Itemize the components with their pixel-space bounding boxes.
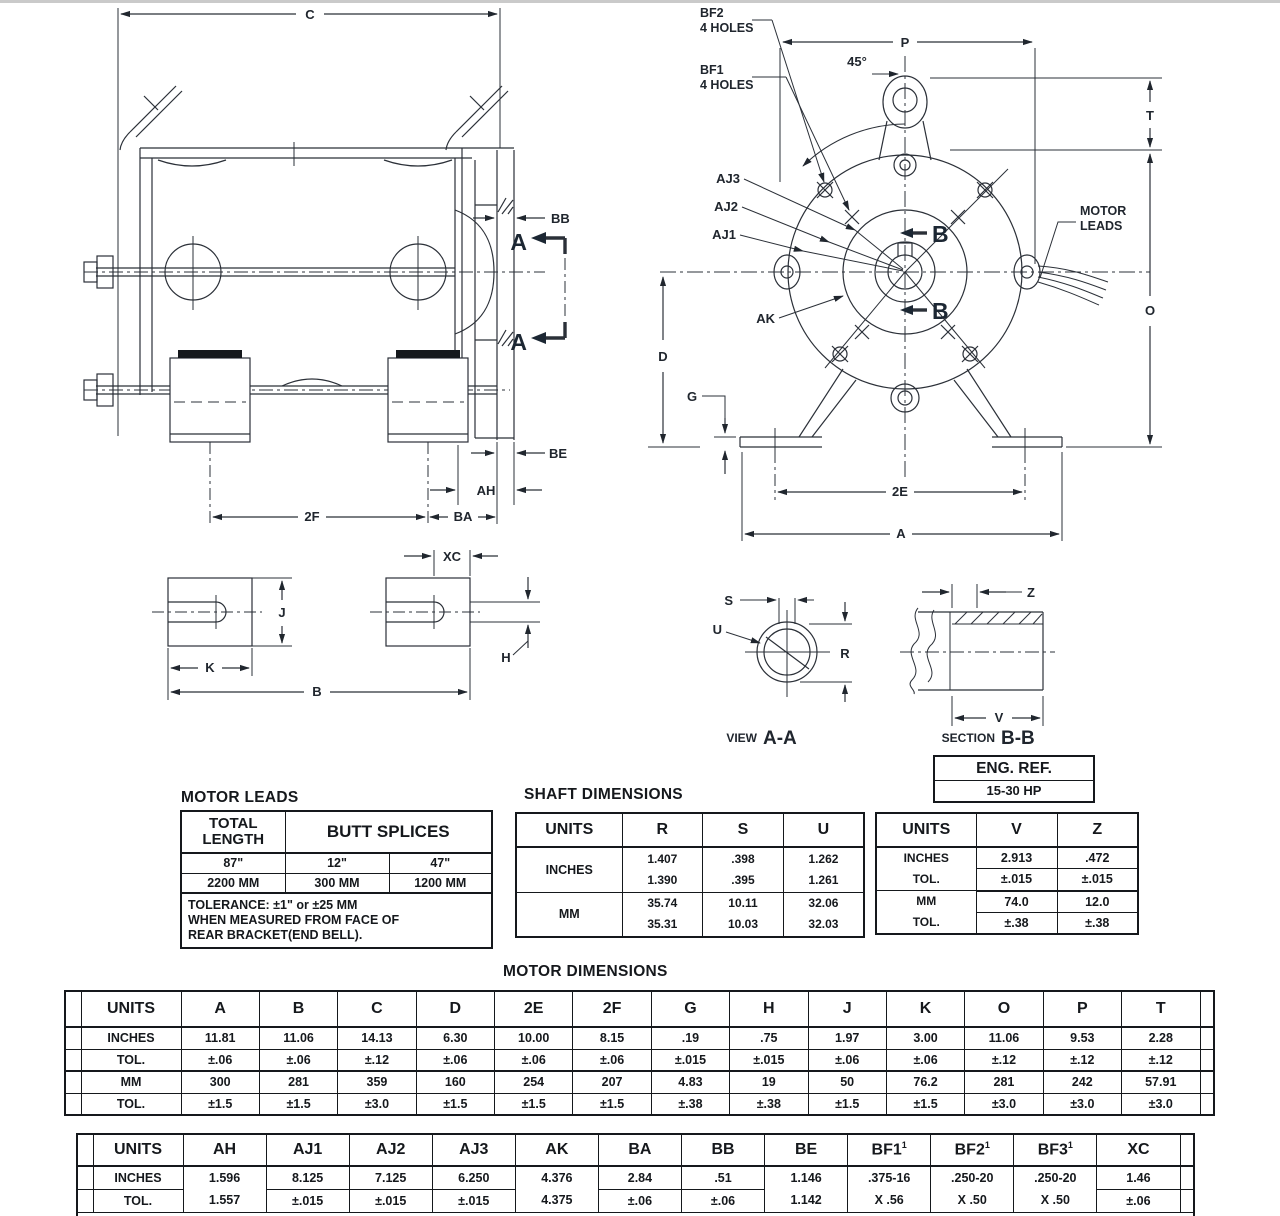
gutter-cell: [1200, 991, 1214, 1027]
value-cell: 1.146 1.142: [765, 1166, 848, 1212]
dim-label-a: A: [896, 526, 906, 541]
value-cell: .250-20 X .50: [1014, 1166, 1097, 1212]
col-header: C: [338, 991, 416, 1027]
motor-dimensions-table: [64, 990, 1215, 1116]
dim-label-c: C: [305, 7, 315, 22]
motor-leads-label-line2: LEADS: [1080, 219, 1123, 233]
value-cell: ±.015: [651, 1049, 729, 1071]
value-cell: ±.015: [266, 1189, 349, 1212]
col-header: AK: [515, 1134, 598, 1166]
value-cell: ±1.5: [573, 1093, 651, 1115]
col-header: P: [1043, 991, 1121, 1027]
col-header: UNITS: [93, 1134, 183, 1166]
value-cell: 2200 MM: [181, 873, 285, 893]
value-cell: ±.12: [338, 1049, 416, 1071]
value-cell: ±1.5: [416, 1093, 494, 1115]
angle-45-label: 45°: [847, 54, 867, 69]
value-cell: 11.06: [965, 1027, 1043, 1049]
dim-label-2f: 2F: [304, 509, 320, 524]
shaft-dimensions-table: [515, 812, 865, 938]
col-header: UNITS: [81, 991, 181, 1027]
gutter-cell: [65, 1071, 81, 1093]
value-cell: 300: [181, 1071, 259, 1093]
row-label: INCHES: [516, 847, 622, 892]
mounting-dimensions-table: [76, 1133, 1195, 1216]
col-header: J: [808, 991, 886, 1027]
dim-label-ba: BA: [453, 509, 473, 524]
value-cell: ±.015: [1057, 869, 1138, 891]
value-cell: 1.46: [1097, 1166, 1180, 1189]
value-cell: ±.015: [976, 869, 1057, 891]
value-cell: 1.262 1.261: [783, 847, 864, 892]
row-label: MM: [81, 1071, 181, 1093]
dim-label-k: K: [205, 660, 215, 675]
col-header: H: [730, 991, 808, 1027]
row-label: INCHES: [81, 1027, 181, 1049]
value-cell: ±.06: [808, 1049, 886, 1071]
col-header: O: [965, 991, 1043, 1027]
dim-label-ak: AK: [756, 311, 775, 326]
gutter-cell: [65, 1093, 81, 1115]
dim-label-be: BE: [549, 446, 568, 461]
value-cell: 8.15: [573, 1027, 651, 1049]
value-cell: ±.38: [976, 912, 1057, 934]
row-label: INCHES: [93, 1166, 183, 1189]
value-cell: ±.06: [181, 1049, 259, 1071]
value-cell: 11.81: [181, 1027, 259, 1049]
value-cell: ±1.5: [808, 1093, 886, 1115]
dim-label-d: D: [658, 349, 668, 364]
col-header: D: [416, 991, 494, 1027]
motor-leads-label-line1: MOTOR: [1080, 204, 1127, 218]
gutter-cell: [1200, 1071, 1214, 1093]
dim-label-t: T: [1146, 108, 1154, 123]
value-cell: 2.28: [1122, 1027, 1201, 1049]
motor-leads-table: [180, 810, 493, 949]
value-cell: 3.00: [886, 1027, 964, 1049]
dim-label-o: O: [1144, 303, 1156, 318]
col-header: S: [703, 813, 784, 847]
row-label: INCHES TOL.: [876, 847, 976, 891]
dim-label-xc: XC: [442, 549, 462, 564]
motor-leads-title: MOTOR LEADS: [181, 789, 299, 806]
footnote-marker: 1: [901, 1140, 907, 1151]
value-cell: 10.00: [495, 1027, 573, 1049]
value-cell: 4.83: [651, 1071, 729, 1093]
value-cell: .51: [681, 1166, 764, 1189]
value-cell: ±.06: [681, 1189, 764, 1212]
col-header: 2F: [573, 991, 651, 1027]
value-cell: ±.12: [1043, 1049, 1121, 1071]
col-header: AH: [183, 1134, 266, 1166]
value-cell: 6.250: [432, 1166, 515, 1189]
gutter-cell: [77, 1134, 93, 1166]
col-header: BE: [765, 1134, 848, 1166]
gutter-cell: [65, 991, 81, 1027]
value-cell: 10.11 10.03: [703, 892, 784, 937]
row-label: TOL.: [81, 1049, 181, 1071]
dim-label-bb: BB: [551, 211, 570, 226]
value-cell: 359: [338, 1071, 416, 1093]
value-cell: 12": [285, 853, 389, 873]
value-cell: .75: [730, 1027, 808, 1049]
value-cell: .398 .395: [703, 847, 784, 892]
gutter-cell: [1180, 1166, 1194, 1189]
value-cell: 1.97: [808, 1027, 886, 1049]
view-a-a: [713, 593, 852, 749]
dim-label-p: P: [900, 35, 910, 50]
col-header: G: [651, 991, 729, 1027]
dim-label-aj3: AJ3: [716, 171, 740, 186]
value-cell: .375-16 X .56: [848, 1166, 931, 1212]
value-cell: 300 MM: [285, 873, 389, 893]
col-header: U: [783, 813, 864, 847]
gutter-cell: [1200, 1093, 1214, 1115]
gutter-cell: [1200, 1027, 1214, 1049]
value-cell: 12.0: [1057, 891, 1138, 913]
dim-label-aj2: AJ2: [714, 199, 738, 214]
col-header: UNITS: [516, 813, 622, 847]
section-b-bottom-label: B: [932, 298, 949, 324]
dim-label-2e: 2E: [892, 484, 908, 499]
value-cell: ±.38: [1057, 912, 1138, 934]
shaft-dimensions-title: SHAFT DIMENSIONS: [524, 786, 683, 803]
value-cell: 32.06 32.03: [783, 892, 864, 937]
motor-dimensions-title: MOTOR DIMENSIONS: [503, 963, 668, 980]
row-label: MM TOL.: [876, 891, 976, 935]
value-cell: .472: [1057, 847, 1138, 869]
footnote-marker: 1: [984, 1140, 990, 1151]
col-header: AJ3: [432, 1134, 515, 1166]
value-cell: ±.38: [730, 1093, 808, 1115]
value-cell: ±.015: [730, 1049, 808, 1071]
value-cell: 7.125: [349, 1166, 432, 1189]
value-cell: ±1.5: [181, 1093, 259, 1115]
col-header: BA: [598, 1134, 681, 1166]
value-cell: 9.53: [1043, 1027, 1121, 1049]
value-cell: ±.12: [1122, 1049, 1201, 1071]
value-cell: 2.913: [976, 847, 1057, 869]
value-cell: ±.06: [1097, 1189, 1180, 1212]
gutter-cell: [1200, 1049, 1214, 1071]
value-cell: .250-20 X .50: [931, 1166, 1014, 1212]
value-cell: ±1.5: [259, 1093, 337, 1115]
dim-label-b: B: [312, 684, 322, 699]
value-cell: ±.015: [349, 1189, 432, 1212]
value-cell: ±3.0: [1122, 1093, 1201, 1115]
value-cell: ±.06: [573, 1049, 651, 1071]
eng-ref-title: ENG. REF.: [935, 757, 1093, 781]
value-cell: ±.015: [432, 1189, 515, 1212]
gutter-cell: [1180, 1134, 1194, 1166]
value-cell: ±.12: [965, 1049, 1043, 1071]
value-cell: 242: [1043, 1071, 1121, 1093]
col-header: B: [259, 991, 337, 1027]
value-cell: 14.13: [338, 1027, 416, 1049]
value-cell: 11.06: [259, 1027, 337, 1049]
value-cell: 2.84: [598, 1166, 681, 1189]
row-label: MM: [516, 892, 622, 937]
vz-dimensions-table: [875, 812, 1139, 935]
gutter-cell: [77, 1166, 93, 1189]
front-view: [648, 6, 1162, 541]
col-header: T: [1122, 991, 1201, 1027]
section-a-top-label: A: [510, 229, 527, 255]
value-cell: 57.91: [1122, 1071, 1201, 1093]
col-header: TOTAL LENGTH: [181, 811, 285, 853]
value-cell: 160: [416, 1071, 494, 1093]
value-cell: 207: [573, 1071, 651, 1093]
value-cell: 8.125: [266, 1166, 349, 1189]
value-cell: 76.2: [886, 1071, 964, 1093]
value-cell: ±1.5: [495, 1093, 573, 1115]
dim-label-v: V: [994, 710, 1004, 725]
value-cell: 6.30: [416, 1027, 494, 1049]
value-cell: 74.0: [976, 891, 1057, 913]
dim-label-r: R: [840, 646, 850, 661]
section-bb-caption: B-B: [1001, 728, 1035, 749]
side-view: [84, 7, 570, 524]
col-header: AJ1: [266, 1134, 349, 1166]
col-header: 2E: [495, 991, 573, 1027]
value-cell: 254: [495, 1071, 573, 1093]
col-header: $BF2^1$: [931, 1134, 1014, 1166]
col-header: BUTT SPLICES: [285, 811, 492, 853]
value-cell: 47": [389, 853, 492, 873]
value-cell: ±1.5: [886, 1093, 964, 1115]
value-cell: .19: [651, 1027, 729, 1049]
eng-ref-value: 15-30 HP: [986, 783, 1042, 798]
bf2-holes-label: 4 HOLES: [700, 21, 754, 35]
gutter-cell: [77, 1189, 93, 1212]
col-header: K: [886, 991, 964, 1027]
col-header: AJ2: [349, 1134, 432, 1166]
value-cell: 4.376 4.375: [515, 1166, 598, 1212]
dim-label-aj1: AJ1: [712, 227, 736, 242]
value-cell: ±.06: [598, 1189, 681, 1212]
section-a-bottom-label: A: [510, 329, 527, 355]
view-aa-caption-prefix: VIEW: [726, 731, 757, 745]
value-cell: 281: [965, 1071, 1043, 1093]
dim-label-s: S: [724, 593, 733, 608]
value-cell: 87": [181, 853, 285, 873]
col-header: A: [181, 991, 259, 1027]
value-cell: 50: [808, 1071, 886, 1093]
value-cell: 1.596 1.557: [183, 1166, 266, 1212]
clipped-row: [77, 1212, 1194, 1216]
value-cell: ±.38: [651, 1093, 729, 1115]
footnote-marker: 1: [1067, 1140, 1073, 1151]
col-header: R: [622, 813, 703, 847]
bf2-label: BF2: [700, 6, 724, 20]
dim-label-g: G: [686, 389, 698, 404]
col-header: Z: [1057, 813, 1138, 847]
value-cell: 35.74 35.31: [622, 892, 703, 937]
value-cell: 281: [259, 1071, 337, 1093]
value-cell: ±.06: [886, 1049, 964, 1071]
gutter-cell: [65, 1027, 81, 1049]
bf1-label: BF1: [700, 63, 724, 77]
gutter-cell: [65, 1049, 81, 1071]
col-header: $BF1^1$: [848, 1134, 931, 1166]
col-header: XC: [1097, 1134, 1180, 1166]
dim-label-h: H: [501, 650, 511, 665]
eng-ref-box: [933, 755, 1095, 803]
value-cell: ±.06: [259, 1049, 337, 1071]
section-b-b: [900, 584, 1055, 749]
foot-slot-details: [152, 549, 540, 700]
section-bb-caption-prefix: SECTION: [941, 731, 995, 745]
value-cell: ±.06: [495, 1049, 573, 1071]
value-cell: ±3.0: [338, 1093, 416, 1115]
section-b-top-label: B: [932, 221, 949, 247]
row-label: TOL.: [93, 1189, 183, 1212]
col-header: UNITS: [876, 813, 976, 847]
col-header: V: [976, 813, 1057, 847]
col-header: $BF3^1$: [1014, 1134, 1097, 1166]
bf1-holes-label: 4 HOLES: [700, 78, 754, 92]
value-cell: 1200 MM: [389, 873, 492, 893]
dim-label-u: U: [712, 622, 722, 637]
tolerance-note: TOLERANCE: ±1" or ±25 MM WHEN MEASURED FROM FACE OF REAR BRACKET(END BELL).: [181, 893, 492, 948]
value-cell: 1.407 1.390: [622, 847, 703, 892]
value-cell: ±3.0: [965, 1093, 1043, 1115]
dim-label-j: J: [278, 605, 286, 620]
col-header: BB: [681, 1134, 764, 1166]
value-cell: ±.06: [416, 1049, 494, 1071]
dim-label-z: Z: [1027, 585, 1035, 600]
row-label: TOL.: [81, 1093, 181, 1115]
gutter-cell: [1180, 1189, 1194, 1212]
value-cell: ±3.0: [1043, 1093, 1121, 1115]
dim-label-ah: AH: [476, 483, 496, 498]
value-cell: 19: [730, 1071, 808, 1093]
view-aa-caption: A-A: [763, 728, 797, 749]
